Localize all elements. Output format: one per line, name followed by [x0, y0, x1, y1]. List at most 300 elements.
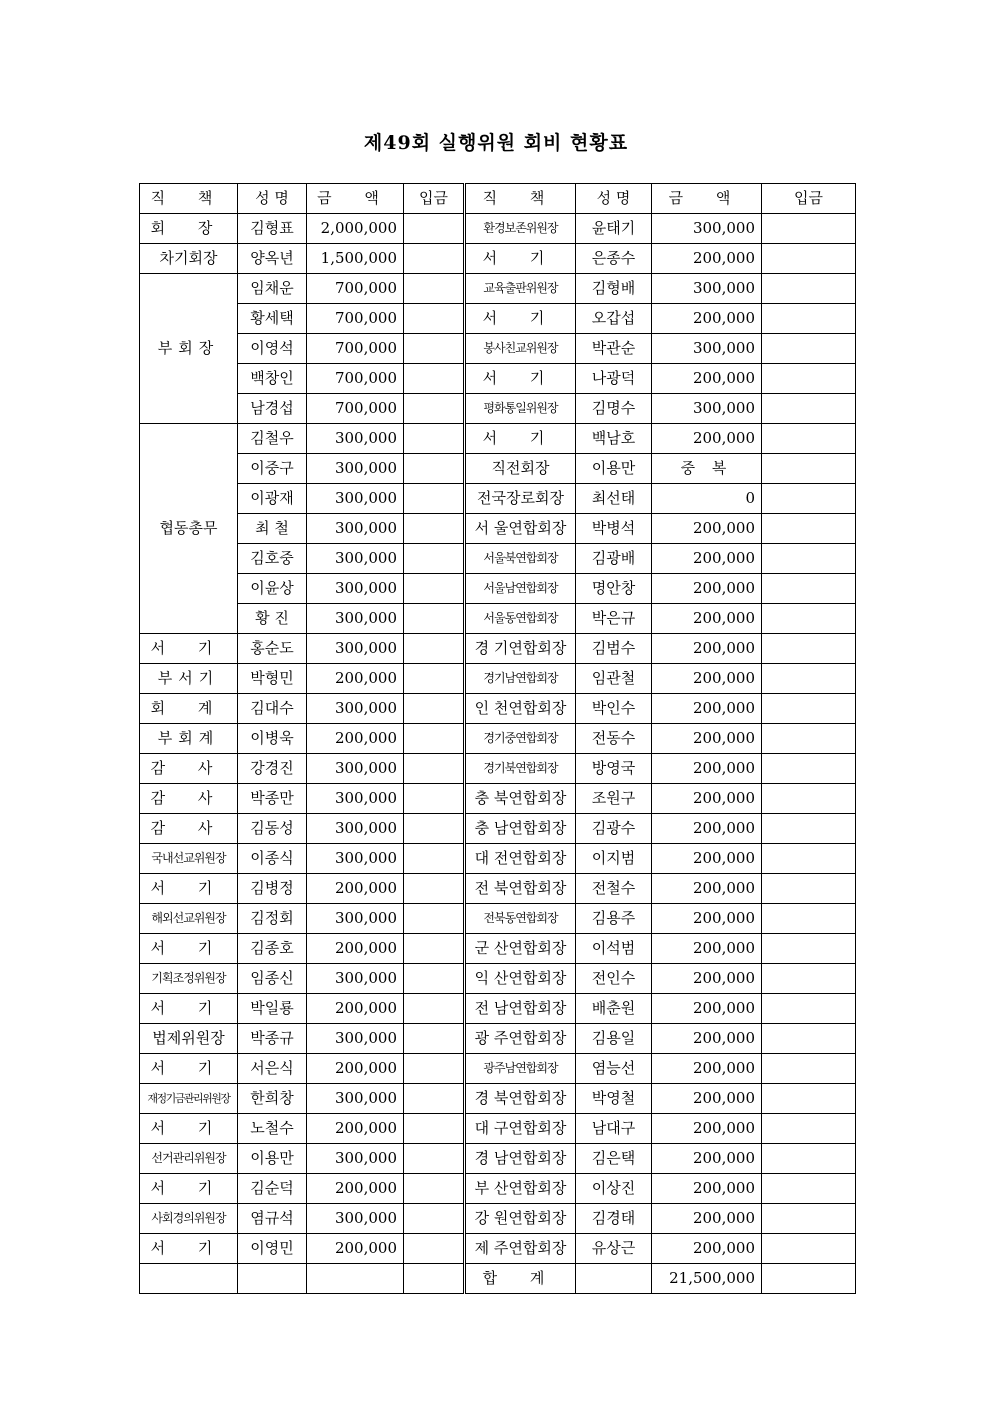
- name-cell: 박인수: [576, 694, 652, 724]
- table-row: [140, 1114, 856, 1144]
- table-row: [140, 304, 856, 334]
- deposit-cell: [762, 484, 856, 514]
- name-cell: 임종신: [238, 964, 307, 994]
- table-row: [140, 664, 856, 694]
- deposit-cell: [404, 364, 465, 394]
- name-cell: 박병석: [576, 514, 652, 544]
- position-cell: 전국장로회장: [465, 484, 576, 514]
- amount-cell: 300,000: [307, 904, 404, 934]
- amount-cell: 200,000: [307, 994, 404, 1024]
- table-row: [140, 694, 856, 724]
- amount-cell: 300,000: [307, 694, 404, 724]
- name-cell: 이윤상: [238, 574, 307, 604]
- position-cell: 서 기: [465, 424, 576, 454]
- name-cell: 박형민: [238, 664, 307, 694]
- name-cell: 김순덕: [238, 1174, 307, 1204]
- empty-cell: [307, 1264, 404, 1294]
- position-cell: 서 기: [465, 244, 576, 274]
- position-cell: 차기회장: [140, 244, 238, 274]
- amount-cell: 700,000: [307, 364, 404, 394]
- name-cell: 이영석: [238, 334, 307, 364]
- position-cell: 서 울연합회장: [465, 514, 576, 544]
- position-cell: 대 전연합회장: [465, 844, 576, 874]
- amount-cell: 200,000: [652, 934, 762, 964]
- deposit-cell: [404, 694, 465, 724]
- amount-cell: 200,000: [652, 634, 762, 664]
- table-row: [140, 514, 856, 544]
- deposit-cell: [762, 1264, 856, 1294]
- name-cell: 염능선: [576, 1054, 652, 1084]
- position-cell: 대 구연합회장: [465, 1114, 576, 1144]
- table-row: [140, 1174, 856, 1204]
- deposit-cell: [404, 1174, 465, 1204]
- name-cell: 임관철: [576, 664, 652, 694]
- dues-table: [139, 183, 856, 1294]
- position-cell: 해외선교위원장: [140, 904, 238, 934]
- name-cell: 김명수: [576, 394, 652, 424]
- name-cell: 김범수: [576, 634, 652, 664]
- deposit-cell: [404, 1204, 465, 1234]
- name-cell: 강경진: [238, 754, 307, 784]
- amount-cell: 200,000: [307, 724, 404, 754]
- name-cell: 남대구: [576, 1114, 652, 1144]
- position-cell: 익 산연합회장: [465, 964, 576, 994]
- amount-cell: 300,000: [307, 514, 404, 544]
- table-row: [140, 994, 856, 1024]
- position-cell: 회 장: [140, 214, 238, 244]
- deposit-cell: [404, 604, 465, 634]
- name-cell: 노철수: [238, 1114, 307, 1144]
- position-cell: 서울동연합회장: [465, 604, 576, 634]
- name-cell: 김형배: [576, 274, 652, 304]
- deposit-cell: [404, 844, 465, 874]
- deposit-cell: [762, 904, 856, 934]
- name-cell: 오갑섭: [576, 304, 652, 334]
- amount-cell: 300,000: [307, 484, 404, 514]
- table-row: [140, 544, 856, 574]
- table-row: [140, 364, 856, 394]
- name-cell: 한희창: [238, 1084, 307, 1114]
- deposit-cell: [404, 994, 465, 1024]
- amount-cell: 300,000: [307, 1024, 404, 1054]
- amount-cell: 200,000: [652, 814, 762, 844]
- amount-cell: 300,000: [307, 544, 404, 574]
- position-cell: 인 천연합회장: [465, 694, 576, 724]
- name-cell: 김광배: [576, 544, 652, 574]
- amount-cell: 300,000: [307, 844, 404, 874]
- position-cell: 직전회장: [465, 454, 576, 484]
- table-row: [140, 904, 856, 934]
- column-header: 직 책: [465, 184, 576, 214]
- amount-cell: 200,000: [652, 874, 762, 904]
- position-cell: 서 기: [465, 364, 576, 394]
- empty-cell: [238, 1264, 307, 1294]
- deposit-cell: [404, 904, 465, 934]
- deposit-cell: [404, 754, 465, 784]
- deposit-cell: [404, 334, 465, 364]
- name-cell: 남경섭: [238, 394, 307, 424]
- name-cell: 임채운: [238, 274, 307, 304]
- position-cell: 국내선교위원장: [140, 844, 238, 874]
- amount-cell: 200,000: [652, 964, 762, 994]
- deposit-cell: [762, 364, 856, 394]
- position-cell: 서 기: [140, 934, 238, 964]
- name-cell: 김철우: [238, 424, 307, 454]
- total-label: 합 계: [465, 1264, 576, 1294]
- amount-cell: 200,000: [652, 724, 762, 754]
- name-cell: 이병욱: [238, 724, 307, 754]
- position-cell: 부서기: [140, 664, 238, 694]
- name-cell: 이석범: [576, 934, 652, 964]
- table-row: [140, 1084, 856, 1114]
- deposit-cell: [762, 634, 856, 664]
- amount-cell: 200,000: [307, 1234, 404, 1264]
- amount-cell: 200,000: [307, 1054, 404, 1084]
- empty-cell: [140, 1264, 238, 1294]
- amount-cell: 200,000: [652, 1204, 762, 1234]
- position-cell: 기획조정위원장: [140, 964, 238, 994]
- amount-cell: 200,000: [652, 574, 762, 604]
- deposit-cell: [762, 514, 856, 544]
- amount-cell: 200,000: [652, 694, 762, 724]
- name-cell: 조원구: [576, 784, 652, 814]
- amount-cell: 200,000: [652, 1054, 762, 1084]
- deposit-cell: [404, 394, 465, 424]
- position-cell: 서 기: [140, 874, 238, 904]
- amount-cell: 200,000: [652, 1174, 762, 1204]
- amount-cell: 200,000: [652, 514, 762, 544]
- name-cell: 김광수: [576, 814, 652, 844]
- deposit-cell: [404, 634, 465, 664]
- amount-cell: 200,000: [652, 1234, 762, 1264]
- name-cell: 유상근: [576, 1234, 652, 1264]
- amount-cell: 300,000: [652, 274, 762, 304]
- deposit-cell: [762, 814, 856, 844]
- amount-cell: 200,000: [652, 1114, 762, 1144]
- header-row: [140, 184, 856, 214]
- name-cell: 이용만: [576, 454, 652, 484]
- table-row: [140, 214, 856, 244]
- amount-cell: 300,000: [307, 754, 404, 784]
- column-header: 금 액: [652, 184, 762, 214]
- name-cell: 김은택: [576, 1144, 652, 1174]
- column-header: 직 책: [140, 184, 238, 214]
- deposit-cell: [404, 784, 465, 814]
- position-cell: 서울남연합회장: [465, 574, 576, 604]
- deposit-cell: [762, 574, 856, 604]
- name-cell: 김형표: [238, 214, 307, 244]
- amount-cell: 300,000: [652, 214, 762, 244]
- name-cell: 배춘원: [576, 994, 652, 1024]
- position-cell: 서 기: [140, 1054, 238, 1084]
- position-cell: 경 기연합회장: [465, 634, 576, 664]
- position-cell: 환경보존위원장: [465, 214, 576, 244]
- position-cell: 충 남연합회장: [465, 814, 576, 844]
- name-cell: 양옥년: [238, 244, 307, 274]
- deposit-cell: [762, 214, 856, 244]
- position-cell: 충 북연합회장: [465, 784, 576, 814]
- position-cell: 경 남연합회장: [465, 1144, 576, 1174]
- amount-cell: 300,000: [307, 604, 404, 634]
- table-row: [140, 1204, 856, 1234]
- position-cell: 서 기: [140, 634, 238, 664]
- amount-cell: 300,000: [307, 574, 404, 604]
- name-cell: 박일룡: [238, 994, 307, 1024]
- column-header: 입금: [762, 184, 856, 214]
- position-cell: 봉사친교위원장: [465, 334, 576, 364]
- name-cell: 박종규: [238, 1024, 307, 1054]
- position-cell: 재정기금관리위원장: [140, 1084, 238, 1114]
- table-row: [140, 484, 856, 514]
- name-cell: 김동성: [238, 814, 307, 844]
- position-cell: 서 기: [140, 1174, 238, 1204]
- deposit-cell: [404, 304, 465, 334]
- amount-cell: 200,000: [652, 244, 762, 274]
- name-cell: 윤태기: [576, 214, 652, 244]
- name-cell: 백남호: [576, 424, 652, 454]
- table-row: [140, 724, 856, 754]
- deposit-cell: [404, 964, 465, 994]
- amount-cell: 300,000: [307, 784, 404, 814]
- name-cell: 김정회: [238, 904, 307, 934]
- name-cell: 이용만: [238, 1144, 307, 1174]
- table-row: [140, 934, 856, 964]
- table-row: [140, 784, 856, 814]
- deposit-cell: [762, 304, 856, 334]
- name-cell: 서은식: [238, 1054, 307, 1084]
- deposit-cell: [404, 1144, 465, 1174]
- name-cell: 전철수: [576, 874, 652, 904]
- amount-cell: 300,000: [307, 1204, 404, 1234]
- position-cell: 서울북연합회장: [465, 544, 576, 574]
- deposit-cell: [762, 1114, 856, 1144]
- position-cell: 광 주연합회장: [465, 1024, 576, 1054]
- name-cell: 박은규: [576, 604, 652, 634]
- position-cell: 감 사: [140, 754, 238, 784]
- deposit-cell: [762, 844, 856, 874]
- table-row: [140, 814, 856, 844]
- table-row: [140, 844, 856, 874]
- deposit-cell: [404, 1084, 465, 1114]
- deposit-cell: [404, 454, 465, 484]
- position-cell: 서 기: [140, 994, 238, 1024]
- name-cell: 최선태: [576, 484, 652, 514]
- amount-cell: 700,000: [307, 334, 404, 364]
- name-cell: 이광재: [238, 484, 307, 514]
- table-row: [140, 604, 856, 634]
- amount-cell: 200,000: [307, 874, 404, 904]
- table-row: [140, 874, 856, 904]
- amount-cell: 2,000,000: [307, 214, 404, 244]
- deposit-cell: [762, 874, 856, 904]
- table-row: [140, 244, 856, 274]
- position-cell: 강 원연합회장: [465, 1204, 576, 1234]
- amount-cell: 300,000: [652, 394, 762, 424]
- amount-cell: 200,000: [652, 844, 762, 874]
- amount-cell: 300,000: [307, 424, 404, 454]
- position-cell: 선거관리위원장: [140, 1144, 238, 1174]
- name-cell: 이상진: [576, 1174, 652, 1204]
- name-cell: 전동수: [576, 724, 652, 754]
- amount-cell: 300,000: [307, 454, 404, 484]
- name-cell: 김병정: [238, 874, 307, 904]
- position-cell: 서 기: [140, 1114, 238, 1144]
- name-cell: 박종만: [238, 784, 307, 814]
- position-cell: 교육출판위원장: [465, 274, 576, 304]
- name-cell: 김종호: [238, 934, 307, 964]
- table-row: [140, 1024, 856, 1054]
- deposit-cell: [762, 1144, 856, 1174]
- name-cell: 김대수: [238, 694, 307, 724]
- deposit-cell: [404, 1114, 465, 1144]
- table-row: [140, 1144, 856, 1174]
- name-cell: 염규석: [238, 1204, 307, 1234]
- amount-cell: 0: [652, 484, 762, 514]
- name-cell: 김용일: [576, 1024, 652, 1054]
- deposit-cell: [404, 1234, 465, 1264]
- position-cell: 부회장: [140, 274, 238, 424]
- amount-cell: 1,500,000: [307, 244, 404, 274]
- position-cell: 감 사: [140, 814, 238, 844]
- deposit-cell: [404, 1054, 465, 1084]
- position-cell: 전북동연합회장: [465, 904, 576, 934]
- position-cell: 부 산연합회장: [465, 1174, 576, 1204]
- deposit-cell: [404, 934, 465, 964]
- deposit-cell: [762, 424, 856, 454]
- deposit-cell: [404, 724, 465, 754]
- position-cell: 경기북연합회장: [465, 754, 576, 784]
- amount-cell: 700,000: [307, 394, 404, 424]
- position-cell: 회 계: [140, 694, 238, 724]
- amount-cell: 200,000: [652, 1024, 762, 1054]
- deposit-cell: [404, 424, 465, 454]
- deposit-cell: [762, 964, 856, 994]
- deposit-cell: [404, 244, 465, 274]
- table-row: [140, 1234, 856, 1264]
- table-row: [140, 964, 856, 994]
- amount-cell: 700,000: [307, 304, 404, 334]
- amount-cell: 200,000: [307, 1174, 404, 1204]
- deposit-cell: [762, 1054, 856, 1084]
- deposit-cell: [762, 994, 856, 1024]
- table-row: [140, 454, 856, 484]
- amount-cell: 200,000: [307, 664, 404, 694]
- position-cell: 군 산연합회장: [465, 934, 576, 964]
- position-cell: 전 북연합회장: [465, 874, 576, 904]
- position-cell: 경 북연합회장: [465, 1084, 576, 1114]
- amount-cell: 200,000: [652, 1144, 762, 1174]
- table-row: [140, 574, 856, 604]
- name-cell: 이중구: [238, 454, 307, 484]
- table-row: [140, 634, 856, 664]
- name-cell: 김경태: [576, 1204, 652, 1234]
- table-row: [140, 394, 856, 424]
- column-header: 성 명: [576, 184, 652, 214]
- amount-cell: 200,000: [652, 664, 762, 694]
- name-cell: 홍순도: [238, 634, 307, 664]
- deposit-cell: [762, 664, 856, 694]
- name-cell: 백창인: [238, 364, 307, 394]
- amount-cell: 200,000: [307, 1114, 404, 1144]
- position-cell: 전 남연합회장: [465, 994, 576, 1024]
- position-cell: 광주남연합회장: [465, 1054, 576, 1084]
- deposit-cell: [762, 784, 856, 814]
- column-header: 입금: [404, 184, 465, 214]
- deposit-cell: [762, 394, 856, 424]
- position-cell: 서 기: [140, 1234, 238, 1264]
- deposit-cell: [762, 1024, 856, 1054]
- name-cell: 김호중: [238, 544, 307, 574]
- amount-cell: 200,000: [652, 424, 762, 454]
- amount-cell: 200,000: [652, 994, 762, 1024]
- name-cell: 전인수: [576, 964, 652, 994]
- position-cell: 사회경의위원장: [140, 1204, 238, 1234]
- amount-cell: 200,000: [652, 784, 762, 814]
- deposit-cell: [762, 1204, 856, 1234]
- table-row: [140, 334, 856, 364]
- deposit-cell: [762, 754, 856, 784]
- deposit-cell: [404, 214, 465, 244]
- amount-cell: 300,000: [307, 634, 404, 664]
- deposit-cell: [404, 874, 465, 904]
- amount-cell: 200,000: [652, 1084, 762, 1114]
- empty-cell: [404, 1264, 465, 1294]
- deposit-cell: [762, 454, 856, 484]
- name-cell: 이영민: [238, 1234, 307, 1264]
- amount-cell: 200,000: [652, 544, 762, 574]
- position-cell: 평화통일위원장: [465, 394, 576, 424]
- deposit-cell: [762, 544, 856, 574]
- position-cell: 서 기: [465, 304, 576, 334]
- position-cell: 부회계: [140, 724, 238, 754]
- deposit-cell: [762, 1084, 856, 1114]
- deposit-cell: [762, 1234, 856, 1264]
- name-cell: 방영국: [576, 754, 652, 784]
- deposit-cell: [404, 544, 465, 574]
- amount-cell: 200,000: [652, 604, 762, 634]
- deposit-cell: [404, 664, 465, 694]
- table-row: [140, 754, 856, 784]
- amount-cell: 200,000: [652, 904, 762, 934]
- deposit-cell: [762, 934, 856, 964]
- column-header: 성 명: [238, 184, 307, 214]
- amount-cell: 300,000: [307, 814, 404, 844]
- position-cell: 법제위원장: [140, 1024, 238, 1054]
- deposit-cell: [404, 574, 465, 604]
- name-cell: 이지범: [576, 844, 652, 874]
- empty-cell: [576, 1264, 652, 1294]
- table-row: [140, 424, 856, 454]
- amount-cell: 300,000: [307, 964, 404, 994]
- total-amount: 21,500,000: [652, 1264, 762, 1294]
- position-cell: 협동총무: [140, 424, 238, 634]
- deposit-cell: [762, 694, 856, 724]
- name-cell: 김용주: [576, 904, 652, 934]
- name-cell: 최 철: [238, 514, 307, 544]
- deposit-cell: [762, 274, 856, 304]
- amount-cell: 200,000: [652, 304, 762, 334]
- deposit-cell: [404, 484, 465, 514]
- amount-cell: 중 복: [652, 454, 762, 484]
- deposit-cell: [404, 1024, 465, 1054]
- deposit-cell: [762, 334, 856, 364]
- position-cell: 제 주연합회장: [465, 1234, 576, 1264]
- deposit-cell: [762, 724, 856, 754]
- name-cell: 박영철: [576, 1084, 652, 1114]
- amount-cell: 300,000: [307, 1144, 404, 1174]
- deposit-cell: [762, 244, 856, 274]
- name-cell: 은종수: [576, 244, 652, 274]
